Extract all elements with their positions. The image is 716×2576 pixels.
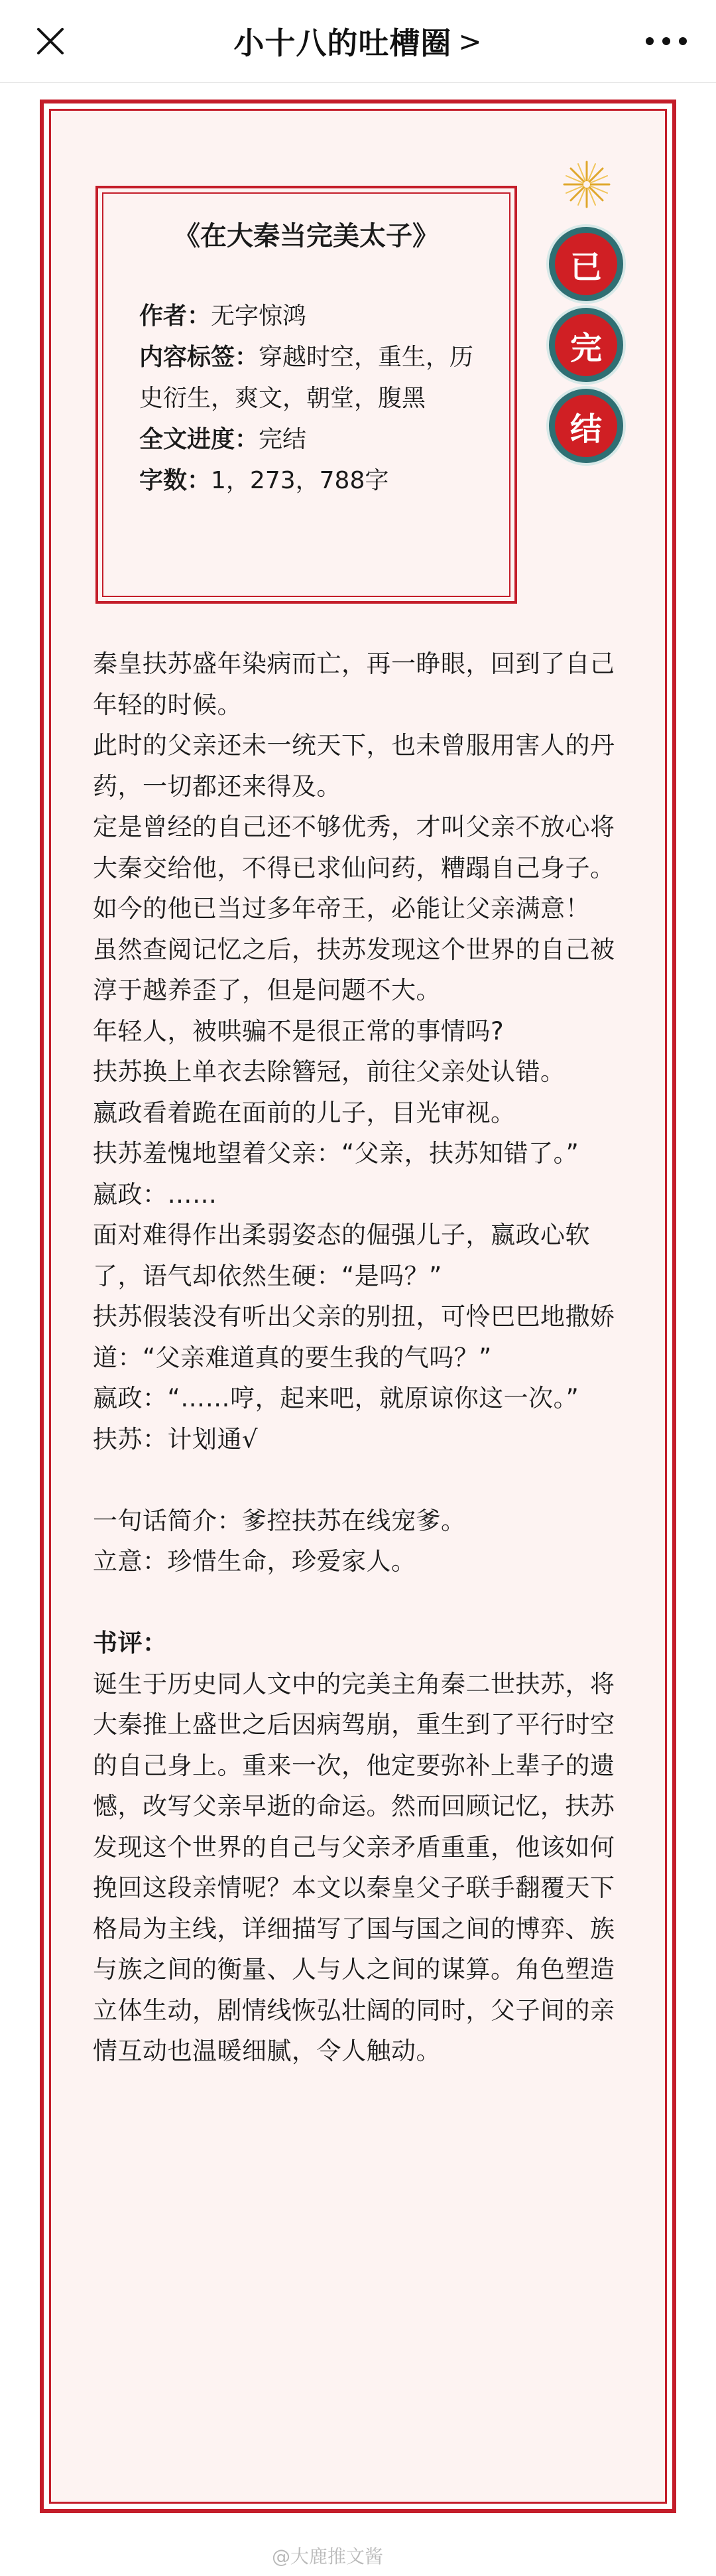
synopsis-paragraph: 扶苏羞愧地望着父亲：“父亲，扶苏知错了。”	[93, 1139, 579, 1168]
author-label: 作者：	[139, 303, 211, 330]
synopsis-paragraph: 年轻人，被哄骗不是很正常的事情吗?	[93, 1016, 505, 1046]
author-row	[139, 296, 484, 337]
chevron-right-icon: >	[458, 25, 483, 58]
progress-row	[139, 419, 484, 460]
synopsis-paragraph: 嬴政看着跪在面前的儿子，目光审视。	[93, 1098, 516, 1127]
book-meta	[139, 296, 484, 502]
review-text: 诞生于历史同人文中的完美主角秦二世扶苏，将大秦推上盛世之后因病驾崩，重生到了平行时空的自己身上。重来一次，他定要弥补上辈子的遗憾，改写父亲早逝的命运。然而回顾记忆，扶苏发现这个世界的自己与父亲矛盾重重，他该如何挽回这段亲情呢？本文以秦皇父子联手翻覆天下格局为主线，详细描写了国与国之间的博弈、族与族之间的衡量、人与人之间的谋算。角色塑造立体生动，剧情线恢弘壮阔的同时，父子间的亲情互动也温暖细腻，令人触动。	[93, 1669, 615, 2065]
article-body	[93, 644, 628, 2072]
progress-label: 全文进度：	[139, 426, 259, 453]
synopsis-paragraph: 扶苏换上单衣去除簪冠，前往父亲处认错。	[93, 1057, 566, 1086]
status-badge-1	[546, 224, 626, 304]
account-name: 小十八的吐槽圈	[233, 25, 452, 61]
more-options-icon[interactable]	[643, 32, 689, 50]
status-badge-2	[546, 305, 626, 385]
synopsis-paragraph: 定是曾经的自己还不够优秀，才叫父亲不放心将大秦交给他，不得已求仙问药，糟蹋自己身子。	[93, 813, 615, 882]
tags-label: 内容标签：	[139, 344, 259, 371]
watermark: @大鹿推文酱	[272, 2545, 384, 2567]
synopsis-paragraph: 此时的父亲还未一统天下，也未曾服用害人的丹药，一切都还来得及。	[93, 731, 615, 801]
book-info-box	[95, 186, 517, 604]
synopsis-paragraph: 如今的他已当过多年帝王，必能让父亲满意！	[93, 894, 590, 923]
synopsis-paragraph: 秦皇扶苏盛年染病而亡，再一睁眼，回到了自己年轻的时候。	[93, 649, 615, 719]
top-nav-bar	[0, 0, 716, 83]
review-label: 书评：	[93, 1629, 168, 1657]
words-row	[139, 460, 484, 502]
synopsis-paragraph: 扶苏假装没有听出父亲的别扭，可怜巴巴地撒娇道：“父亲难道真的要生我的气吗？”	[93, 1302, 615, 1372]
tags-row	[139, 337, 484, 419]
book-title: 《在大秦当完美太子》	[174, 221, 439, 251]
one-line-summary: 一句话简介：爹控扶苏在线宠爹。	[93, 1506, 466, 1535]
synopsis-paragraph: 扶苏：计划通√	[93, 1424, 259, 1454]
synopsis-paragraph: 嬴政：……	[93, 1180, 217, 1209]
status-badge-char: 已	[555, 233, 617, 295]
words-value: 1，273，788字	[211, 467, 389, 494]
status-badge-char: 结	[555, 395, 617, 457]
synopsis-paragraph: 虽然查阅记忆之后，扶苏发现这个世界的自己被淳于越养歪了，但是问题不大。	[93, 935, 615, 1004]
firework-icon	[560, 158, 613, 211]
account-title[interactable]	[0, 0, 716, 82]
progress-value: 完结	[259, 426, 307, 453]
words-label: 字数：	[139, 467, 211, 494]
status-badge-char: 完	[555, 314, 617, 376]
status-badge-3	[546, 386, 626, 466]
synopsis-paragraph: 面对难得作出柔弱姿态的倔强儿子，嬴政心软了，语气却依然生硬：“是吗？”	[93, 1221, 590, 1290]
intent-line: 立意：珍惜生命，珍爱家人。	[93, 1547, 416, 1576]
author-value: 无字惊鸿	[211, 303, 307, 330]
synopsis-paragraph: 嬴政：“……哼，起来吧，就原谅你这一次。”	[93, 1384, 579, 1412]
tags-value: 穿越时空，重生，历史衍生，爽文，朝堂，腹黑	[139, 344, 474, 412]
